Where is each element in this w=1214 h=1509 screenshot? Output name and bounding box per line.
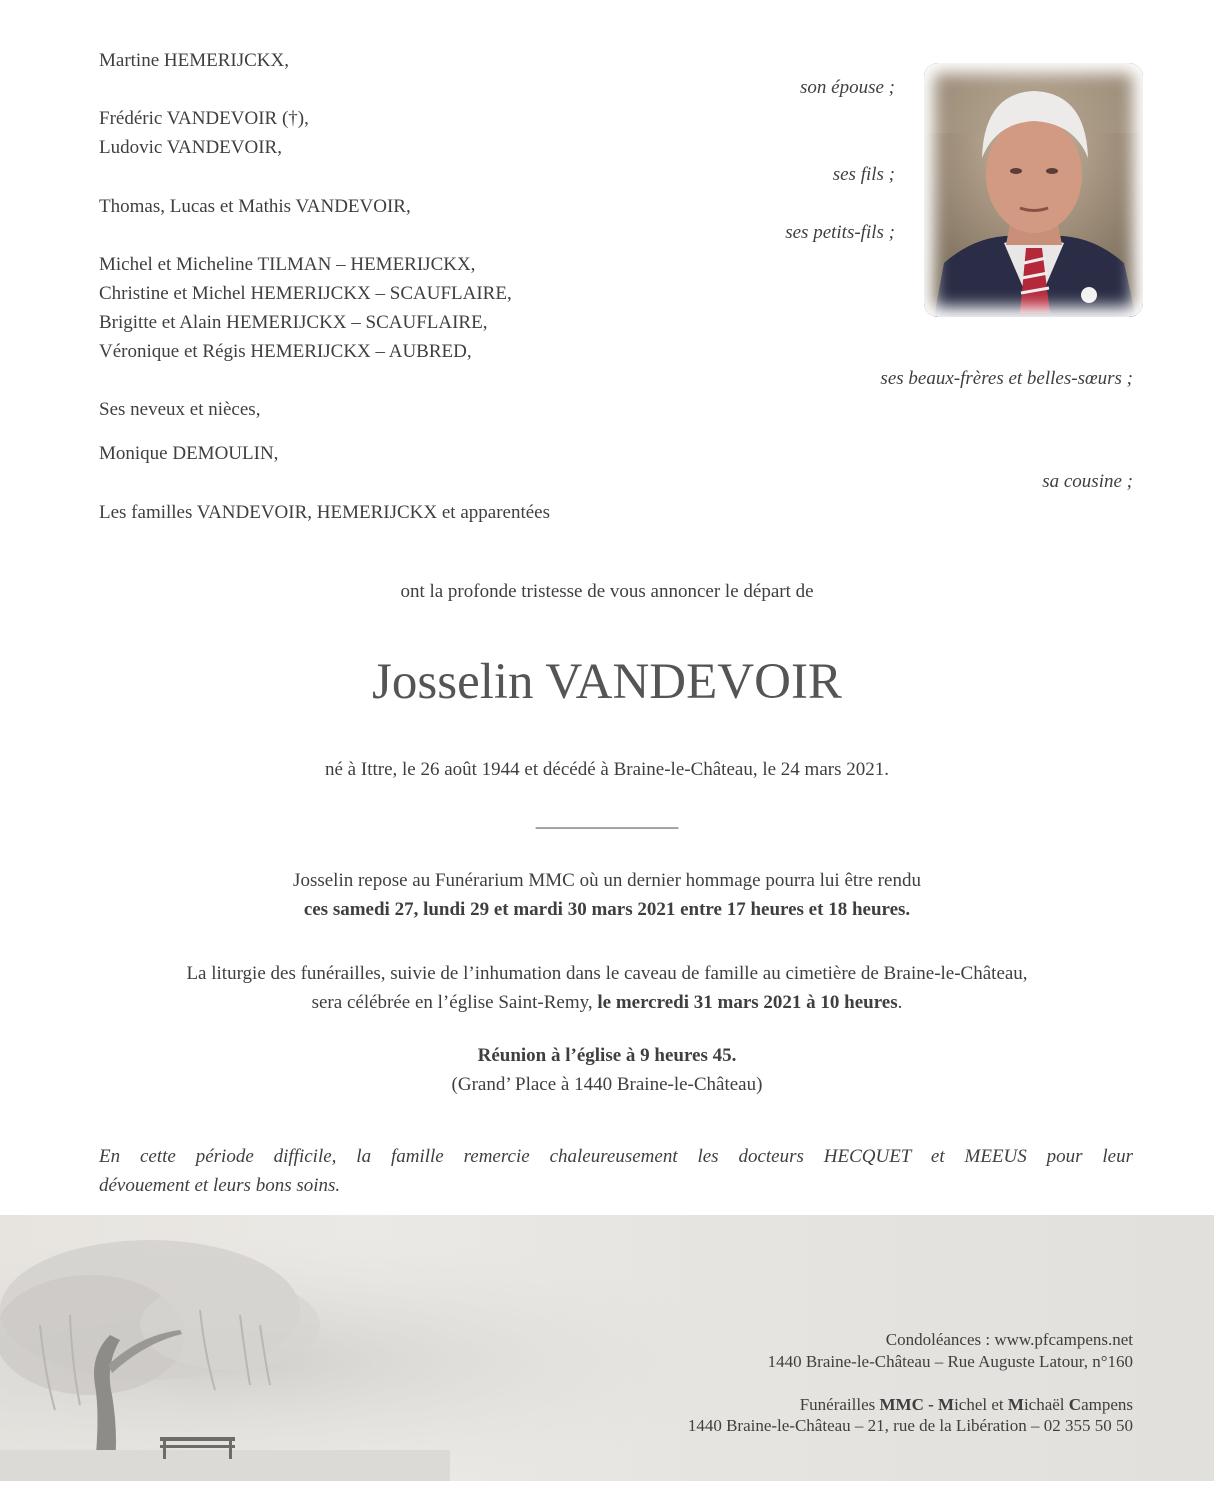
nephews: Ses neveux et nièces, bbox=[99, 399, 261, 420]
cousin: Monique DEMOULIN, bbox=[99, 443, 279, 464]
inlaw-4: Véronique et Régis HEMERIJCKX – AUBRED, bbox=[99, 341, 472, 362]
thanks-line-2: dévouement et leurs bons soins. bbox=[99, 1175, 341, 1196]
thanks-line-1: En cette période difficile, la famille remercie chaleureusement les docteurs HECQUET et MEEUS pour leur bbox=[99, 1146, 1133, 1167]
cousin-role: sa cousine ; bbox=[1042, 471, 1133, 492]
funeral-home-end: ampens bbox=[1081, 1395, 1133, 1414]
grandsons: Thomas, Lucas et Mathis VANDEVOIR, bbox=[99, 196, 411, 217]
funeral-home-c: C bbox=[1068, 1395, 1082, 1414]
separator-line: _______________ bbox=[535, 810, 679, 831]
families: Les familles VANDEVOIR, HEMERIJCKX et apparentées bbox=[99, 502, 550, 523]
wife-name: Martine HEMERIJCKX, bbox=[99, 50, 289, 71]
funeral-home-name bbox=[800, 1395, 1133, 1415]
funeral-church: sera célébrée en l’église Saint-Remy, bbox=[311, 992, 598, 1013]
visitation-line-1: Josselin repose au Funérarium MMC où un dernier hommage pourra lui être rendu bbox=[293, 870, 921, 891]
portrait-photo bbox=[924, 63, 1143, 317]
son-2: Ludovic VANDEVOIR, bbox=[99, 137, 282, 158]
funeral-line-1: La liturgie des funérailles, suivie de l’inhumation dans le caveau de famille au cimetière de Braine-le-Château, bbox=[186, 963, 1028, 984]
funeral-home-part2: ichaël bbox=[1023, 1395, 1069, 1414]
funeral-home-address: 1440 Braine-le-Château – 21, rue de la Libération – 02 355 50 50 bbox=[687, 1416, 1133, 1435]
inlaws-role: ses beaux-frères et belles-sœurs ; bbox=[880, 368, 1133, 389]
funeral-home-prefix: Funérailles bbox=[799, 1395, 880, 1414]
grandsons-role: ses petits-fils ; bbox=[785, 222, 895, 243]
deceased-name: Josselin VANDEVOIR bbox=[372, 654, 842, 710]
church-address: (Grand’ Place à 1440 Braine-le-Château) bbox=[451, 1074, 763, 1095]
funeral-home-m: M bbox=[1007, 1395, 1024, 1414]
son-1: Frédéric VANDEVOIR (†), bbox=[99, 108, 309, 129]
wife-role: son épouse ; bbox=[800, 77, 895, 98]
condolences-website: Condoléances : www.pfcampens.net bbox=[885, 1330, 1133, 1349]
funeral-period: . bbox=[897, 992, 903, 1013]
funeral-line-2 bbox=[0, 988, 1214, 1017]
birth-death-dates: né à Ittre, le 26 août 1944 et décédé à Braine-le-Château, le 24 mars 2021. bbox=[325, 759, 889, 780]
funeral-home-part1: ichel et bbox=[954, 1395, 1008, 1414]
visitation-line-2: ces samedi 27, lundi 29 et mardi 30 mars 2021 entre 17 heures et 18 heures. bbox=[303, 899, 911, 920]
inlaw-3: Brigitte et Alain HEMERIJCKX – SCAUFLAIRE, bbox=[99, 312, 488, 333]
funeral-home-mmc: MMC - M bbox=[879, 1395, 955, 1414]
condolences-address: 1440 Braine-le-Château – Rue Auguste Latour, n°160 bbox=[767, 1352, 1133, 1371]
inlaw-1: Michel et Micheline TILMAN – HEMERIJCKX, bbox=[99, 254, 476, 275]
funeral-date: le mercredi 31 mars 2021 à 10 heures bbox=[597, 992, 898, 1013]
meeting-time: Réunion à l’église à 9 heures 45. bbox=[477, 1045, 737, 1066]
inlaw-2: Christine et Michel HEMERIJCKX – SCAUFLAIRE, bbox=[99, 283, 512, 304]
sons-role: ses fils ; bbox=[832, 164, 895, 185]
intro-text: ont la profonde tristesse de vous annoncer le départ de bbox=[400, 581, 814, 602]
